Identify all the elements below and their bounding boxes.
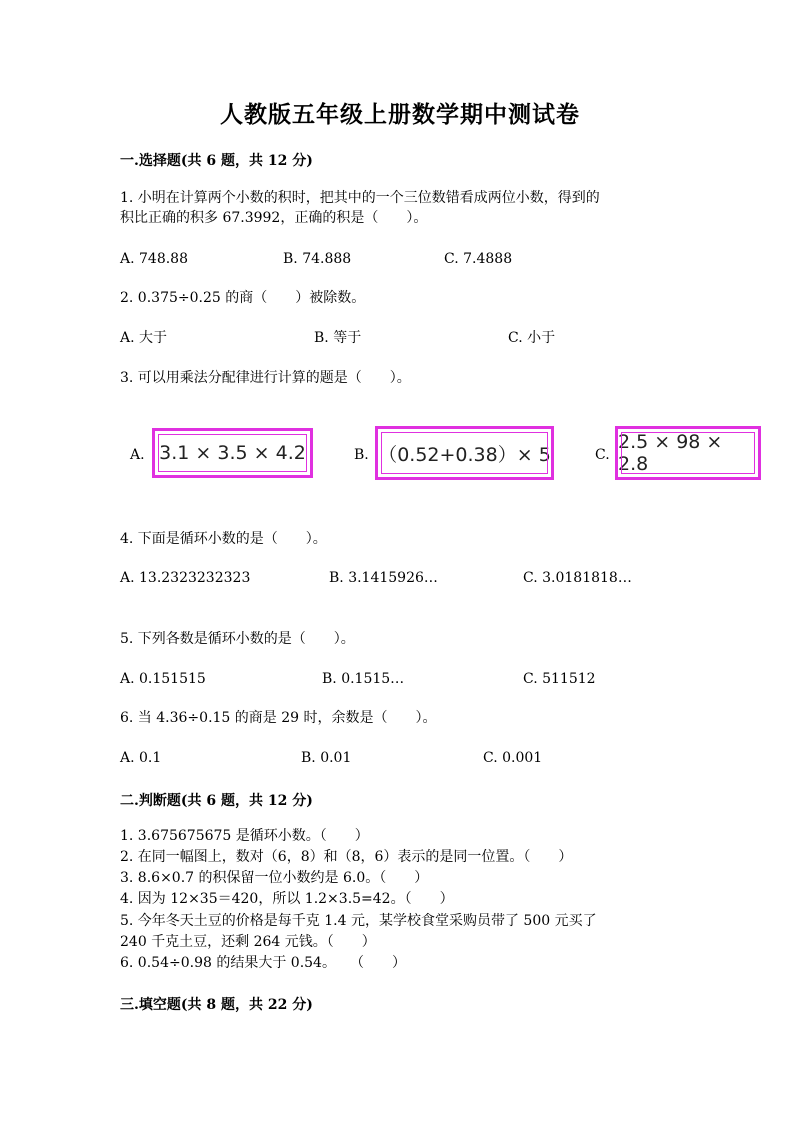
question-3-expression-c: 2.5 × 98 × 2.8 (615, 426, 761, 480)
judge-item-3: 3. 8.6×0.7 的积保留一位小数约是 6.0。（ ） (120, 870, 429, 886)
question-6-option-a: A. 0.1 (120, 750, 162, 766)
question-3-label-b: B. (354, 447, 369, 463)
question-4-option-c: C. 3.0181818… (523, 570, 632, 586)
question-2-option-c: C. 小于 (508, 330, 556, 346)
judge-item-5-line-2: 240 千克土豆，还剩 264 元钱。（ ） (120, 934, 376, 950)
question-6: 6. 当 4.36÷0.15 的商是 29 时，余数是（ ）。 (120, 710, 437, 726)
section-heading-judge: 二.判断题(共 6 题，共 12 分) (120, 793, 313, 809)
question-5-option-b: B. 0.1515… (322, 671, 405, 687)
judge-item-5-line-1: 5. 今年冬天土豆的价格是每千克 1.4 元，某学校食堂采购员带了 500 元买了 (120, 913, 597, 929)
question-1 (120, 188, 680, 228)
question-3-expression-a: 3.1 × 3.5 × 4.2 (152, 428, 313, 478)
judge-item-1: 1. 3.675675675 是循环小数。（ ） (120, 828, 369, 844)
question-3: 3. 可以用乘法分配律进行计算的题是（ ）。 (120, 370, 411, 386)
section-heading-fill: 三.填空题(共 8 题，共 22 分) (120, 997, 313, 1013)
section-heading-choice: 一.选择题(共 6 题，共 12 分) (120, 153, 313, 169)
question-2: 2. 0.375÷0.25 的商（ ）被除数。 (120, 290, 366, 306)
question-3-label-c: C. (595, 447, 610, 463)
question-3-expression-b: （0.52+0.38）× 5 (375, 426, 554, 480)
question-5: 5. 下列各数是循环小数的是（ ）。 (120, 631, 355, 647)
judge-item-4: 4. 因为 12×35＝420，所以 1.2×3.5=42。（ ） (120, 891, 454, 907)
question-3-label-a: A. (130, 447, 145, 463)
question-1-line-1: 1. 小明在计算两个小数的积时，把其中的一个三位数错看成两位小数，得到的 (120, 190, 600, 206)
page-title: 人教版五年级上册数学期中测试卷 (220, 101, 580, 128)
question-6-option-b: B. 0.01 (301, 750, 352, 766)
question-4: 4. 下面是循环小数的是（ ）。 (120, 531, 327, 547)
judge-item-2: 2. 在同一幅图上，数对（6，8）和（8，6）表示的是同一位置。（ ） (120, 849, 573, 865)
question-1-line-2: 积比正确的积多 67.3992，正确的积是（ ）。 (120, 210, 428, 226)
question-6-option-c: C. 0.001 (483, 750, 543, 766)
question-4-option-a: A. 13.2323232323 (120, 570, 251, 586)
question-2-option-a: A. 大于 (120, 330, 168, 346)
question-2-option-b: B. 等于 (314, 330, 362, 346)
question-5-option-c: C. 511512 (523, 671, 596, 687)
question-1-option-b: B. 74.888 (283, 251, 352, 267)
question-1-option-c: C. 7.4888 (444, 251, 513, 267)
question-5-option-a: A. 0.151515 (120, 671, 206, 687)
judge-item-6: 6. 0.54÷0.98 的结果大于 0.54。 （ ） (120, 955, 406, 971)
question-1-option-a: A. 748.88 (120, 251, 188, 267)
question-4-option-b: B. 3.1415926… (329, 570, 438, 586)
